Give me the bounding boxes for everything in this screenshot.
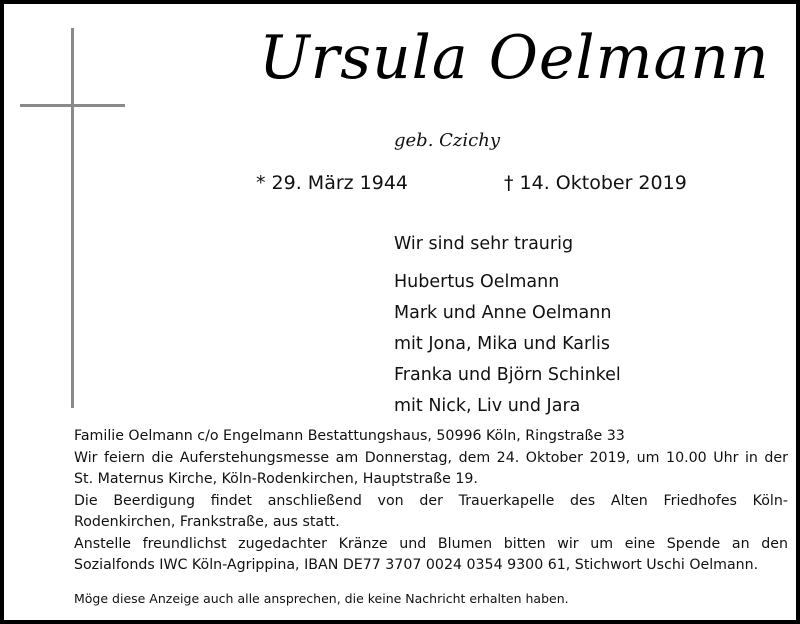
mourners-lead: Wir sind sehr traurig [394,234,574,254]
donation-info-line: Sozialfonds IWC Köln-Agrippina, IBAN DE77 3707 0024 0354 9300 61, Stichwort Uschi Oelmann. [74,557,759,573]
death-date: † 14. Oktober 2019 [504,172,687,194]
mourner-line: Mark und Anne Oelmann [394,303,612,323]
footer-note: Möge diese Anzeige auch alle ansprechen, die keine Nachricht erhalten haben. [74,591,569,606]
burial-info-line: Rodenkirchen, Frankstraße, aus statt. [74,514,340,530]
mass-info-line: Wir feiern die Auferstehungsmesse am Donnerstag, dem 24. Oktober 2019, um 10.00 Uhr in der [74,449,788,466]
notice-body [74,426,788,577]
mourner-line: mit Jona, Mika und Karlis [394,334,610,354]
mourner-line: Hubertus Oelmann [394,272,560,292]
deceased-name: Ursula Oelmann [259,23,770,93]
burial-info-line: Die Beerdigung findet anschließend von der Trauerkapelle des Alten Friedhofes Köln- [74,492,788,509]
maiden-name: geb. Czichy [394,130,500,151]
mourners-block [394,229,621,422]
donation-info-line: Anstelle freundlichst zugedachter Kränze und Blumen bitten wir um eine Spende an den [74,535,788,552]
mourner-line: mit Nick, Liv und Jara [394,396,581,416]
birth-date: * 29. März 1944 [256,172,409,194]
mass-info-line: St. Maternus Kirche, Köln-Rodenkirchen, Hauptstraße 19. [74,471,478,487]
contact-address: Familie Oelmann c/o Engelmann Bestattungshaus, 50996 Köln, Ringstraße 33 [74,428,625,444]
cross-vertical-bar [71,28,74,408]
cross-horizontal-bar [20,104,125,107]
mourner-line: Franka und Björn Schinkel [394,365,621,385]
